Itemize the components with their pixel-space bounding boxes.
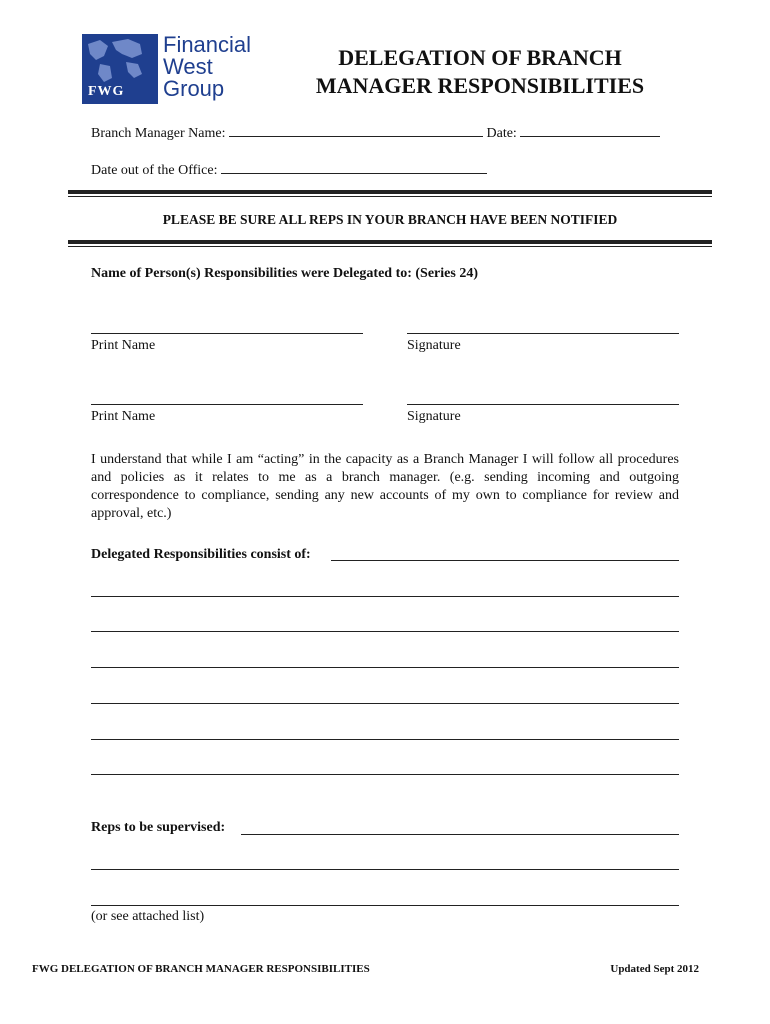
reps-label: Reps to be supervised: [91, 820, 226, 835]
acknowledgement-paragraph: I understand that while I am “acting” in the capacity as a Branch Manager I will follow all procedures and policies as it relates to me as a branch manager. (e.g. sending incoming and outgoing correspondence to compliance, sending any new accounts of my own to compliance for review and approval, etc.) [91, 452, 679, 521]
bottom-divider [68, 240, 712, 247]
logo-badge [82, 34, 158, 104]
signature-label: Signature [407, 409, 461, 424]
date-field[interactable] [520, 122, 660, 137]
responsibilities-line[interactable] [91, 667, 679, 668]
logo-word: West [163, 54, 213, 79]
responsibilities-line[interactable] [91, 631, 679, 632]
date-label: Date: [486, 126, 517, 141]
signature-label: Signature [407, 338, 461, 353]
top-divider [68, 190, 712, 197]
logo-wordmark [163, 34, 251, 100]
document-title [290, 44, 670, 100]
print-name-line[interactable] [91, 404, 363, 405]
reps-line[interactable] [91, 869, 679, 870]
reps-inline-line[interactable] [241, 834, 679, 835]
responsibilities-line[interactable] [91, 596, 679, 597]
branch-manager-name-field[interactable] [229, 122, 483, 137]
date-out-row [91, 159, 487, 179]
logo-badge-text: FWG [88, 84, 125, 99]
title-line: MANAGER RESPONSIBILITIES [315, 73, 645, 98]
responsibilities-line[interactable] [91, 739, 679, 740]
attached-list-note: (or see attached list) [91, 909, 205, 924]
branch-manager-name-label: Branch Manager Name: [91, 126, 226, 141]
footer-updated: Updated Sept 2012 [610, 963, 699, 975]
print-name-label: Print Name [91, 338, 156, 353]
print-name-line[interactable] [91, 333, 363, 334]
delegated-to-heading: Name of Person(s) Responsibilities were Delegated to: (Series 24) [91, 266, 478, 281]
title-line: DELEGATION OF BRANCH [338, 45, 622, 70]
responsibilities-inline-line[interactable] [331, 560, 679, 561]
footer-title: FWG DELEGATION OF BRANCH MANAGER RESPONSIBILITIES [32, 963, 370, 975]
responsibilities-line[interactable] [91, 703, 679, 704]
branch-manager-name-row [91, 122, 660, 142]
date-out-label: Date out of the Office: [91, 163, 218, 178]
logo-word: Financial [163, 32, 252, 57]
signature-line[interactable] [407, 333, 679, 334]
responsibilities-label: Delegated Responsibilities consist of: [91, 547, 311, 562]
date-out-field[interactable] [221, 159, 487, 174]
reps-line[interactable] [91, 905, 679, 906]
signature-line[interactable] [407, 404, 679, 405]
responsibilities-line[interactable] [91, 774, 679, 775]
print-name-label: Print Name [91, 409, 156, 424]
notice-text: PLEASE BE SURE ALL REPS IN YOUR BRANCH HAVE BEEN NOTIFIED [162, 212, 618, 227]
logo-word: Group [163, 76, 225, 101]
